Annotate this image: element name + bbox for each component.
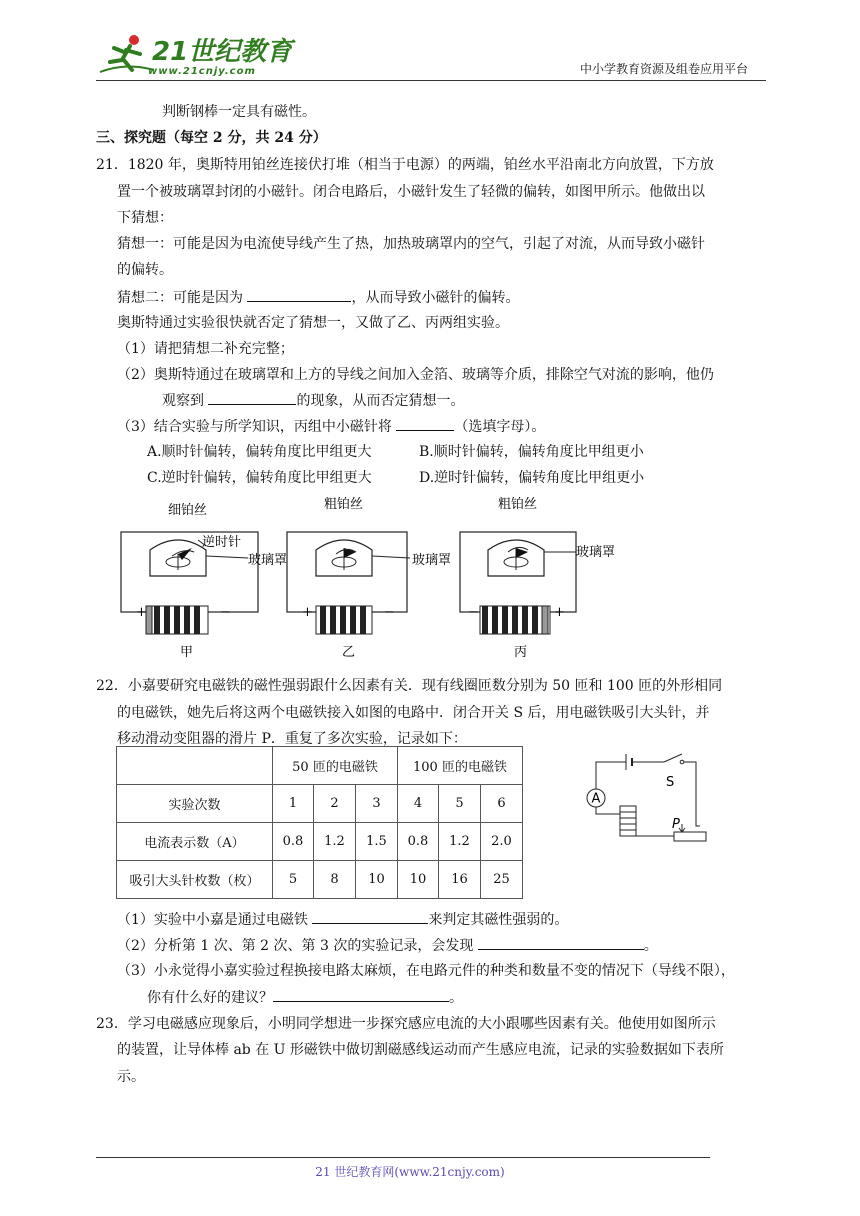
table-cell: 10: [398, 861, 439, 899]
q21-option-c[interactable]: C.逆时针偏转，偏转角度比甲组更大: [147, 470, 372, 486]
switch-lever: [664, 754, 682, 762]
table-cell: 16: [439, 861, 481, 899]
table-row-label: 电流表示数（A）: [117, 823, 273, 861]
q21-sub3-blank[interactable]: [396, 418, 454, 431]
table-cell: 5: [273, 861, 314, 899]
q21-sub2b: [162, 392, 464, 409]
q22-line: 移动滑动变阻器的滑片 P．重复了多次实验，记录如下：: [117, 731, 467, 747]
table-group-50: 50 匝的电磁铁: [273, 747, 398, 785]
fig-bing-caption: 丙: [514, 645, 528, 660]
q21-guess2: [117, 289, 519, 306]
fig-jia-caption: 甲: [180, 645, 194, 660]
table-cell: 3: [356, 785, 398, 823]
q21-sub2b-pre: 观察到: [162, 393, 204, 409]
q22-sub2: [117, 937, 658, 954]
q22-data-table: [116, 746, 523, 899]
fig-jia-wire: 细铂丝: [168, 503, 208, 518]
table-row: [117, 823, 523, 861]
q21-sub2b-post: 的现象，从而否定猜想一。: [296, 393, 465, 409]
table-cell: 1.2: [439, 823, 481, 861]
q23-line: 的装置，让导体棒 ab 在 U 形磁铁中做切割磁感线运动而产生感应电流，记录的实验数据如下表所: [117, 1042, 724, 1058]
table-corner-cell: [117, 747, 273, 785]
logo-title: 21世纪教育: [152, 37, 293, 67]
table-cell: 2: [314, 785, 356, 823]
q21-guess2-pre: 猜想二：可能是因为: [117, 290, 243, 306]
q21-sub1: （1）请把猜想二补充完整；: [117, 341, 294, 357]
q21-guess2-post: ，从而导致小磁针的偏转。: [351, 290, 520, 306]
table-cell: 5: [439, 785, 481, 823]
fig-bing-wire: 粗铂丝: [498, 497, 538, 512]
q21-option-d[interactable]: D.逆时针偏转，偏转角度比甲组更小: [419, 470, 645, 486]
q22-sub3b: [147, 989, 463, 1006]
q22-sub1-blank[interactable]: [312, 911, 428, 924]
table-cell: 1: [273, 785, 314, 823]
slider-label: P: [672, 817, 680, 832]
table-cell: 0.8: [398, 823, 439, 861]
table-row: [117, 861, 523, 899]
q21-sub3: [117, 418, 545, 435]
fig-jia-needle: 逆时针: [202, 535, 242, 550]
q22-sub1-pre: （1）实验中小嘉是通过电磁铁: [117, 912, 308, 928]
footer-rule: [96, 1157, 710, 1158]
header-rule: [96, 80, 766, 81]
q22-sub2-post: 。: [643, 938, 658, 954]
q21-line: 置一个被玻璃罩封闭的小磁针。闭合电路后，小磁针发生了轻微的偏转，如图甲所示。他做出以: [117, 184, 705, 200]
electromagnet-circuit: [578, 752, 718, 848]
table-row-label: 实验次数: [117, 785, 273, 823]
fig-jia-plus: +: [136, 605, 147, 620]
q21-guess2-blank[interactable]: [247, 289, 351, 302]
q21-option-a[interactable]: A.顺时针偏转，偏转角度比甲组更大: [147, 444, 372, 460]
fig-bing-minus: −: [468, 605, 479, 620]
table-row: [117, 785, 523, 823]
fig-jia-cover: 玻璃罩: [248, 553, 288, 568]
q23-line: 示。: [117, 1069, 145, 1085]
q22-sub3b-post: 。: [449, 990, 463, 1006]
q21-sub3-pre: （3）结合实验与所学知识，丙组中小磁针将: [117, 419, 392, 435]
logo-url: www.21cnjy.com: [148, 66, 256, 77]
table-header-row: [117, 747, 523, 785]
table-cell: 25: [481, 861, 523, 899]
fig-yi-caption: 乙: [342, 645, 356, 660]
figure-yi: [287, 496, 451, 660]
q22-sub3b-pre: 你有什么好的建议？: [147, 990, 273, 1006]
q21-line: 猜想一：可能是因为电流使导线产生了热，加热玻璃罩内的空气，引起了对流，从而导致小磁针: [117, 236, 705, 252]
q23-line: 23．学习电磁感应现象后，小明同学想进一步探究感应电流的大小跟哪些因素有关。他使用如图所示: [96, 1016, 716, 1032]
table-group-100: 100 匝的电磁铁: [398, 747, 523, 785]
q22-sub2-pre: （2）分析第 1 次、第 2 次、第 3 次的实验记录，会发现: [117, 938, 474, 954]
fig-yi-plus: +: [302, 605, 313, 620]
fig-bing-cover: 玻璃罩: [576, 545, 616, 560]
ammeter-label: A: [591, 791, 601, 807]
q21-sub2-blank[interactable]: [208, 392, 296, 405]
figure-bing: [460, 496, 615, 660]
q22-sub2-blank[interactable]: [478, 937, 644, 950]
q22-sub1: [117, 911, 568, 928]
table-cell: 10: [356, 861, 398, 899]
q22-sub3-blank[interactable]: [273, 989, 449, 1002]
rheostat: [674, 832, 706, 841]
table-row-label: 吸引大头针枚数（枚）: [117, 861, 273, 899]
table-cell: 8: [314, 861, 356, 899]
table-cell: 0.8: [273, 823, 314, 861]
q22-line: 22．小嘉要研究电磁铁的磁性强弱跟什么因素有关．现有线圈匝数分别为 50 匝和 100 匝的外形相同: [96, 678, 723, 694]
q21-line-after: 奥斯特通过实验很快就否定了猜想一，又做了乙、丙两组实验。: [117, 315, 509, 331]
q21-sub3-post: （选填字母）。: [454, 419, 546, 435]
q21-line: 下猜想：: [117, 210, 173, 226]
runner-logo-icon: [96, 32, 156, 78]
figure-jia: [121, 503, 287, 660]
platform-name: 中小学教育资源及组卷应用平台: [580, 62, 749, 76]
table-cell: 4: [398, 785, 439, 823]
footer-text: 21 世纪教育网(www.21cnjy.com): [315, 1165, 505, 1179]
fig-yi-minus: −: [384, 605, 395, 620]
oersted-figures: [110, 494, 616, 664]
q21-option-b[interactable]: B.顺时针偏转，偏转角度比甲组更小: [419, 444, 644, 460]
section-title: 三、探究题（每空 2 分，共 24 分）: [96, 130, 327, 146]
fig-bing-plus: +: [554, 605, 565, 620]
electromagnet-coil: [620, 806, 636, 836]
q21-line: 21．1820 年，奥斯特用铂丝连接伏打堆（相当于电源）的两端，铂丝水平沿南北方向放置，下方放: [96, 157, 714, 173]
fig-yi-wire: 粗铂丝: [324, 497, 364, 512]
table-cell: 6: [481, 785, 523, 823]
fig-yi-cover: 玻璃罩: [412, 553, 452, 568]
q21-sub2a: （2）奥斯特通过在玻璃罩和上方的导线之间加入金箔、玻璃等介质，排除空气对流的影响，他仍: [117, 367, 714, 383]
table-cell: 1.5: [356, 823, 398, 861]
q21-line: 的偏转。: [117, 262, 173, 278]
q22-sub3a: （3）小永觉得小嘉实验过程换接电路太麻烦，在电路元件的种类和数量不变的情况下（导线不限），: [117, 963, 735, 979]
table-cell: 2.0: [481, 823, 523, 861]
fig-jia-minus: −: [220, 605, 231, 620]
q22-sub1-post: 来判定其磁性强弱的。: [428, 912, 569, 928]
q22-line: 的电磁铁，她先后将这两个电磁铁接入如图的电路中．闭合开关 S 后，用电磁铁吸引大头针，并: [117, 705, 710, 721]
switch-label: S: [666, 775, 675, 790]
table-cell: 1.2: [314, 823, 356, 861]
intro-line: 判断钢棒一定具有磁性。: [162, 104, 316, 120]
